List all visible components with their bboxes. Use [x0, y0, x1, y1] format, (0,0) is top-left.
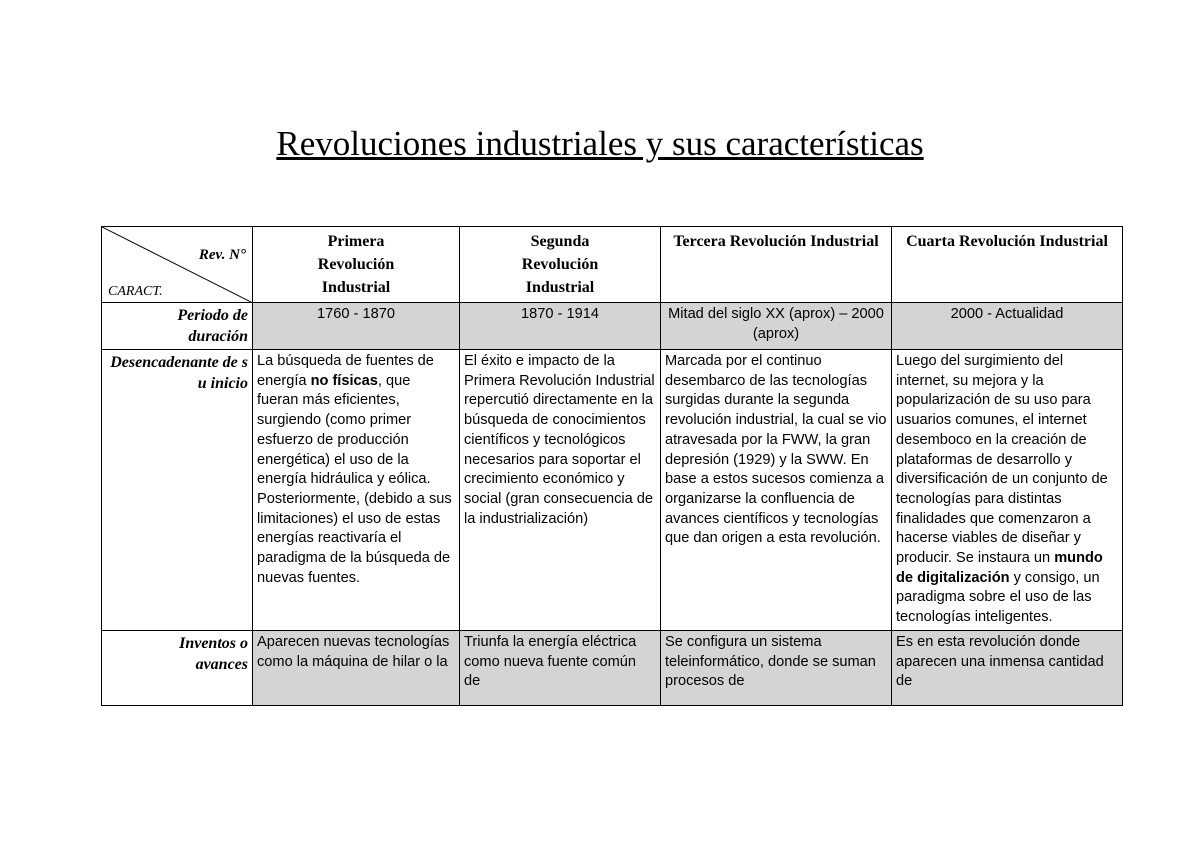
table-row-periodo [102, 303, 1123, 350]
row-label-periodo: Periodo de duración [102, 303, 253, 350]
column-header-tercera: Tercera Revolución Industrial [661, 227, 892, 303]
corner-cell [102, 227, 253, 303]
cell-text: , que fueran más eficientes, surgiendo (como primer esfuerzo de producción energética) el uso de la energía hidráulica y eólica. Posteriormente, (debido a sus limitaciones) el uso de estas energías reactivaría el paradigma de la búsqueda de nuevas fuentes. [257, 372, 452, 586]
table-cell: 2000 - Actualidad [892, 303, 1123, 350]
column-header-cuarta: Cuarta Revolución Industrial [892, 227, 1123, 303]
cell-text: Triunfa la energía eléctrica como nueva fuente común de [464, 633, 637, 690]
characteristics-label: CARACT. [108, 284, 163, 299]
column-header-primera: Primera Revolución Industrial [253, 227, 460, 303]
table-cell: 1870 - 1914 [460, 303, 661, 350]
table-cell [460, 630, 661, 705]
row-label-inventos: Inventos o avances [102, 630, 253, 705]
revolutions-table [101, 226, 1123, 706]
cell-text: Es en esta revolución donde aparecen una inmensa cantidad de [896, 633, 1104, 690]
table-cell [661, 630, 892, 705]
table-cell: El éxito e impacto de la Primera Revolución Industrial repercutió directamente en la búsqueda de conocimientos científicos y tecnológicos necesarios para soportar el crecimiento económico y social (gran consecuencia de la industrialización) [460, 350, 661, 631]
table-cell [253, 630, 460, 705]
table-cell: Marcada por el continuo desembarco de las tecnologías surgidas durante la segunda revolución industrial, la cual se vio atravesada por la FWW, la gran depresión (1929) y la SWW. En base a estos sucesos comienza a organizarse la confluencia de avances científicos y tecnologías que dan origen a esta revolución. [661, 350, 892, 631]
column-header-segunda: Segunda Revolución Industrial [460, 227, 661, 303]
table-row-desencadenante [102, 350, 1123, 631]
table-cell [892, 630, 1123, 705]
table-cell: Mitad del siglo XX (aprox) – 2000 (aprox) [661, 303, 892, 350]
cell-text: Aparecen nuevas tecnologías como la máquina de hilar o la [257, 633, 450, 670]
table-cell: 1760 - 1870 [253, 303, 460, 350]
table-row-inventos [102, 630, 1123, 705]
rev-number-label: Rev. N° [198, 247, 246, 263]
cell-text: La búsqueda de fuentes de energía [257, 353, 434, 389]
table-cell [253, 350, 460, 631]
cell-text: Se configura un sistema teleinformático, donde se suman procesos de [665, 633, 876, 690]
table-cell [892, 350, 1123, 631]
cell-text: y consigo, un paradigma sobre el uso de las tecnologías inteligentes. [896, 569, 1100, 626]
cell-text: Luego del surgimiento del internet, su mejora y la popularización de su uso para usuarios comunes, el internet desemboco en la creación de plataformas de desarrollo y diversificación de un conjunto de tecnologías para distintas finalidades que comenzaron a hacerse viables de diseñar y producir. Se instaura un [896, 353, 1108, 567]
cell-text-emphasis: mundo de digitalización [896, 550, 1103, 586]
row-label-desencadenante: Desencadenante de su inicio [102, 350, 253, 631]
cell-text-emphasis: no físicas [310, 372, 378, 389]
header-row [102, 227, 1123, 303]
document-title: Revoluciones industriales y sus características [276, 124, 924, 163]
